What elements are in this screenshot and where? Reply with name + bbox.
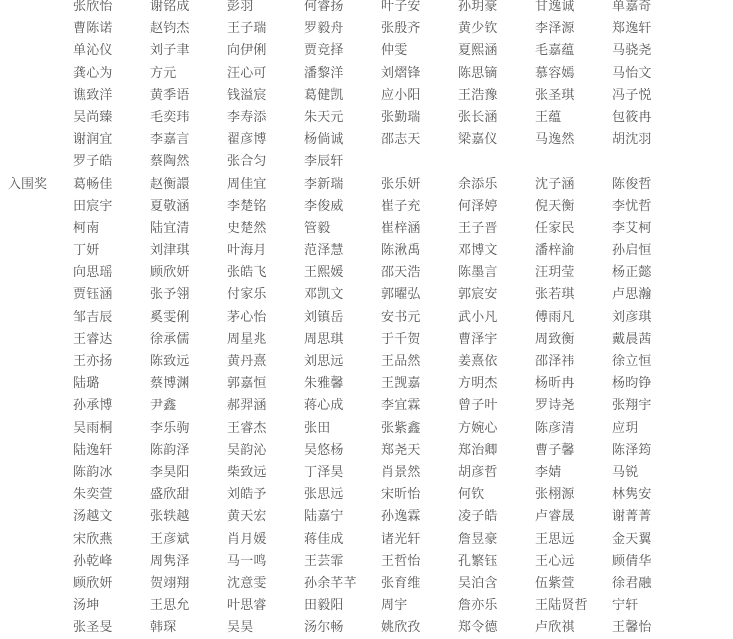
name-item: 邹吉辰	[73, 307, 150, 329]
name-item: 王浩豫	[458, 85, 535, 107]
name-item: 王子瑞	[227, 18, 304, 40]
name-item: 李俊威	[304, 196, 381, 218]
name-item: 邵天浩	[381, 262, 458, 284]
name-item: 谯致洋	[73, 85, 150, 107]
name-item: 李乐驹	[150, 418, 227, 440]
name-item: 何睿扬	[304, 0, 381, 18]
name-item: 何泽婷	[458, 196, 535, 218]
name-item: 孙逸霖	[381, 506, 458, 528]
name-item: 王子晋	[458, 218, 535, 240]
name-item: 单沁仪	[73, 40, 150, 62]
name-item: 吴尚臻	[73, 107, 150, 129]
name-item: 陈致远	[150, 351, 227, 373]
name-item: 任家民	[535, 218, 612, 240]
name-item: 张思远	[304, 484, 381, 506]
name-item: 王品然	[381, 351, 458, 373]
name-item: 何钦	[458, 484, 535, 506]
name-item: 邵泽祎	[535, 351, 612, 373]
name-item: 沈子涵	[535, 174, 612, 196]
name-item: 奚雯俐	[150, 307, 227, 329]
name-item: 马怡文	[612, 63, 689, 85]
name-item: 王熙媛	[304, 262, 381, 284]
name-item: 谢润宜	[73, 129, 150, 151]
name-item: 郭曜弘	[381, 284, 458, 306]
name-item: 吴悠杨	[304, 440, 381, 462]
name-item: 向思瑶	[73, 262, 150, 284]
name-item: 史楚然	[227, 218, 304, 240]
name-item: 蒋佳成	[304, 529, 381, 551]
name-item: 张圣琪	[535, 85, 612, 107]
name-item: 张圣旻	[73, 617, 150, 639]
name-item: 张翔宇	[612, 395, 689, 417]
name-item: 杨正懿	[612, 262, 689, 284]
name-item: 李昊阳	[150, 462, 227, 484]
name-item: 叶海月	[227, 240, 304, 262]
name-item: 顾欣妍	[73, 573, 150, 595]
name-item: 马逸然	[535, 129, 612, 151]
name-item: 顾倩华	[612, 551, 689, 573]
name-item: 周星兆	[227, 329, 304, 351]
name-item: 汤越文	[73, 506, 150, 528]
name-item: 汤坤	[73, 595, 150, 617]
name-item: 冯子悦	[612, 85, 689, 107]
name-item: 葛健凯	[304, 85, 381, 107]
name-item: 陈韵泽	[150, 440, 227, 462]
name-item: 张育维	[381, 573, 458, 595]
award-section-top	[0, 0, 733, 174]
name-item: 应玥	[612, 418, 689, 440]
name-item: 范泽慧	[304, 240, 381, 262]
name-item: 黄少钦	[458, 18, 535, 40]
name-item: 张紫鑫	[381, 418, 458, 440]
name-item: 蒋心成	[304, 395, 381, 417]
name-item: 王馨怡	[612, 617, 689, 639]
name-item: 李艾柯	[612, 218, 689, 240]
name-item: 罗毅舟	[304, 18, 381, 40]
name-item: 陈墨言	[458, 262, 535, 284]
name-item: 郭宸安	[458, 284, 535, 306]
name-item: 凌子皓	[458, 506, 535, 528]
name-item: 王陆贤哲	[535, 595, 612, 617]
name-item: 王芸霏	[304, 551, 381, 573]
name-item: 宋欣燕	[73, 529, 150, 551]
name-item: 周佳宜	[227, 174, 304, 196]
name-item: 柯南	[73, 218, 150, 240]
name-item: 孙承博	[73, 395, 150, 417]
name-item: 韩琛	[150, 617, 227, 639]
name-item: 王亦扬	[73, 351, 150, 373]
name-item: 孙乾峰	[73, 551, 150, 573]
name-item: 胡彦哲	[458, 462, 535, 484]
name-item: 周思琪	[304, 329, 381, 351]
name-item: 邓博文	[458, 240, 535, 262]
name-item: 倪天衡	[535, 196, 612, 218]
name-item: 汪心可	[227, 63, 304, 85]
award-section-finalist	[0, 174, 733, 639]
name-item: 吴昊	[227, 617, 304, 639]
name-item: 罗子皓	[73, 151, 150, 173]
name-item: 刘子聿	[150, 40, 227, 62]
name-item: 黄季语	[150, 85, 227, 107]
name-item: 马锐	[612, 462, 689, 484]
name-item: 方明杰	[458, 373, 535, 395]
name-item: 张田	[304, 418, 381, 440]
name-item: 宁轩	[612, 595, 689, 617]
name-item: 梁嘉仪	[458, 129, 535, 151]
name-item: 李楚铭	[227, 196, 304, 218]
name-item: 李泽源	[535, 18, 612, 40]
name-item: 曹子馨	[535, 440, 612, 462]
name-item: 陈思镝	[458, 63, 535, 85]
name-item: 夏熙涵	[458, 40, 535, 62]
name-item: 叶思睿	[227, 595, 304, 617]
name-item: 钱溢宸	[227, 85, 304, 107]
name-item: 张欣怡	[73, 0, 150, 18]
name-item: 马一鸣	[227, 551, 304, 573]
name-item: 张栩源	[535, 484, 612, 506]
name-item: 仲雯	[381, 40, 458, 62]
name-item: 张皓飞	[227, 262, 304, 284]
name-item: 孔繁钰	[458, 551, 535, 573]
name-item: 茅心怡	[227, 307, 304, 329]
name-item: 慕容嫣	[535, 63, 612, 85]
name-item: 张勤瑞	[381, 107, 458, 129]
name-item: 刘皓予	[227, 484, 304, 506]
name-item: 李寿添	[227, 107, 304, 129]
section-label-finalist: 入围奖	[0, 174, 73, 196]
name-item: 赵衡譞	[150, 174, 227, 196]
name-item: 单嘉奇	[612, 0, 689, 18]
name-item: 卢思瀚	[612, 284, 689, 306]
name-grid	[73, 174, 689, 639]
name-item: 管毅	[304, 218, 381, 240]
name-item: 沈意雯	[227, 573, 304, 595]
name-item: 陆璐	[73, 373, 150, 395]
name-item: 周致衡	[535, 329, 612, 351]
name-item: 安书元	[381, 307, 458, 329]
name-item: 张乐妍	[381, 174, 458, 196]
name-item: 刘彦琪	[612, 307, 689, 329]
name-item: 应小阳	[381, 85, 458, 107]
name-item: 彭羽	[227, 0, 304, 18]
name-item: 郑令德	[458, 617, 535, 639]
name-item: 王哲怡	[381, 551, 458, 573]
name-item: 葛畅佳	[73, 174, 150, 196]
name-item: 李婧	[535, 462, 612, 484]
name-item: 郑尧天	[381, 440, 458, 462]
name-item: 崔子充	[381, 196, 458, 218]
name-item: 刘思远	[304, 351, 381, 373]
name-item: 谢菁菁	[612, 506, 689, 528]
name-item: 刘镇岳	[304, 307, 381, 329]
name-item: 张轶越	[150, 506, 227, 528]
name-item: 黄天宏	[227, 506, 304, 528]
name-item: 陈泽筠	[612, 440, 689, 462]
name-item: 贾竞择	[304, 40, 381, 62]
name-item: 宋昕怡	[381, 484, 458, 506]
name-item: 陈韵冰	[73, 462, 150, 484]
name-item: 余添乐	[458, 174, 535, 196]
name-item: 姜熹依	[458, 351, 535, 373]
name-item: 李嘉言	[150, 129, 227, 151]
name-item: 邵志天	[381, 129, 458, 151]
name-item: 崔梓涵	[381, 218, 458, 240]
name-item: 方婉心	[458, 418, 535, 440]
name-item: 于千贺	[381, 329, 458, 351]
name-item: 杨昀铮	[612, 373, 689, 395]
name-item: 包筱冉	[612, 107, 689, 129]
name-item: 姚欣孜	[381, 617, 458, 639]
name-item: 郑治卿	[458, 440, 535, 462]
name-item: 王思允	[150, 595, 227, 617]
name-item: 周宇	[381, 595, 458, 617]
name-item: 毛奕玮	[150, 107, 227, 129]
name-item: 张合匀	[227, 151, 304, 173]
name-item: 朱天元	[304, 107, 381, 129]
name-item: 卢睿晟	[535, 506, 612, 528]
name-item: 付家乐	[227, 284, 304, 306]
name-item: 徐立恒	[612, 351, 689, 373]
name-item: 汪玥莹	[535, 262, 612, 284]
name-item: 黄丹熹	[227, 351, 304, 373]
name-item: 吴泊含	[458, 573, 535, 595]
name-item: 陈俊哲	[612, 174, 689, 196]
name-item: 龚心为	[73, 63, 150, 85]
name-item: 谢铭成	[150, 0, 227, 18]
name-item: 陆嘉宁	[304, 506, 381, 528]
name-grid	[73, 0, 689, 174]
name-item: 陈彦清	[535, 418, 612, 440]
name-item: 方元	[150, 63, 227, 85]
name-item: 贺翊翔	[150, 573, 227, 595]
name-item: 郑逸轩	[612, 18, 689, 40]
name-item: 詹亦乐	[458, 595, 535, 617]
name-item: 丁泽昊	[304, 462, 381, 484]
name-item: 林隽安	[612, 484, 689, 506]
name-item: 陆逸轩	[73, 440, 150, 462]
name-item: 郭嘉恒	[227, 373, 304, 395]
name-item: 傅雨凡	[535, 307, 612, 329]
name-item: 王彦斌	[150, 529, 227, 551]
name-item: 郝羿涵	[227, 395, 304, 417]
name-item: 曹泽宇	[458, 329, 535, 351]
name-item: 田宸宇	[73, 196, 150, 218]
name-item: 杨倘诚	[304, 129, 381, 151]
name-item: 邓凯文	[304, 284, 381, 306]
name-item: 王睿达	[73, 329, 150, 351]
name-item: 张长涵	[458, 107, 535, 129]
name-item: 徐承儒	[150, 329, 227, 351]
name-item: 赵钧杰	[150, 18, 227, 40]
name-item: 刘津琪	[150, 240, 227, 262]
name-item: 丁妍	[73, 240, 150, 262]
name-item: 金天翼	[612, 529, 689, 551]
name-item: 朱雅馨	[304, 373, 381, 395]
name-item: 曾子叶	[458, 395, 535, 417]
name-item: 张殷齐	[381, 18, 458, 40]
name-item: 王睿杰	[227, 418, 304, 440]
name-item: 潘黎洋	[304, 63, 381, 85]
name-item: 伍紫萱	[535, 573, 612, 595]
name-item: 吴雨桐	[73, 418, 150, 440]
name-item: 陆宜清	[150, 218, 227, 240]
name-item: 马骁尧	[612, 40, 689, 62]
name-item: 尹鑫	[150, 395, 227, 417]
name-item: 贾钰涵	[73, 284, 150, 306]
name-item: 顾欣妍	[150, 262, 227, 284]
name-item: 翟彦博	[227, 129, 304, 151]
name-item: 肖景然	[381, 462, 458, 484]
name-item: 曹陈诺	[73, 18, 150, 40]
name-item: 向伊俐	[227, 40, 304, 62]
name-item: 杨昕冉	[535, 373, 612, 395]
name-item: 罗诗尧	[535, 395, 612, 417]
name-item: 王思远	[535, 529, 612, 551]
name-item: 夏敬涵	[150, 196, 227, 218]
name-item: 柴致远	[227, 462, 304, 484]
name-item: 毛嘉蕴	[535, 40, 612, 62]
name-item: 孙余芊芊	[304, 573, 381, 595]
name-item: 诸光轩	[381, 529, 458, 551]
name-item: 汤尔畅	[304, 617, 381, 639]
name-item: 张若琪	[535, 284, 612, 306]
name-item: 吴韵沁	[227, 440, 304, 462]
name-item: 李宜霖	[381, 395, 458, 417]
name-item: 李辰轩	[304, 151, 381, 173]
name-item: 孙启恒	[612, 240, 689, 262]
name-item: 王蕴	[535, 107, 612, 129]
name-item: 叶子安	[381, 0, 458, 18]
name-item: 徐君融	[612, 573, 689, 595]
name-item: 卢欣祺	[535, 617, 612, 639]
name-item: 李新瑞	[304, 174, 381, 196]
name-item: 武小凡	[458, 307, 535, 329]
name-item: 潘梓渝	[535, 240, 612, 262]
name-item: 詹昱豪	[458, 529, 535, 551]
name-item: 孙玥豪	[458, 0, 535, 18]
name-item: 王心远	[535, 551, 612, 573]
name-item: 甘逸诚	[535, 0, 612, 18]
name-item: 盛欣甜	[150, 484, 227, 506]
name-item: 刘熠锋	[381, 63, 458, 85]
name-item: 蔡博渊	[150, 373, 227, 395]
name-item: 蔡陶然	[150, 151, 227, 173]
name-item: 周隽泽	[150, 551, 227, 573]
name-item: 田毅阳	[304, 595, 381, 617]
name-item: 陈湫禹	[381, 240, 458, 262]
name-item: 胡沈羽	[612, 129, 689, 151]
name-item: 王觊嘉	[381, 373, 458, 395]
name-item: 李忧哲	[612, 196, 689, 218]
name-item: 戴晨茜	[612, 329, 689, 351]
name-item: 肖月媛	[227, 529, 304, 551]
name-item: 张予翎	[150, 284, 227, 306]
name-item: 朱奕萱	[73, 484, 150, 506]
